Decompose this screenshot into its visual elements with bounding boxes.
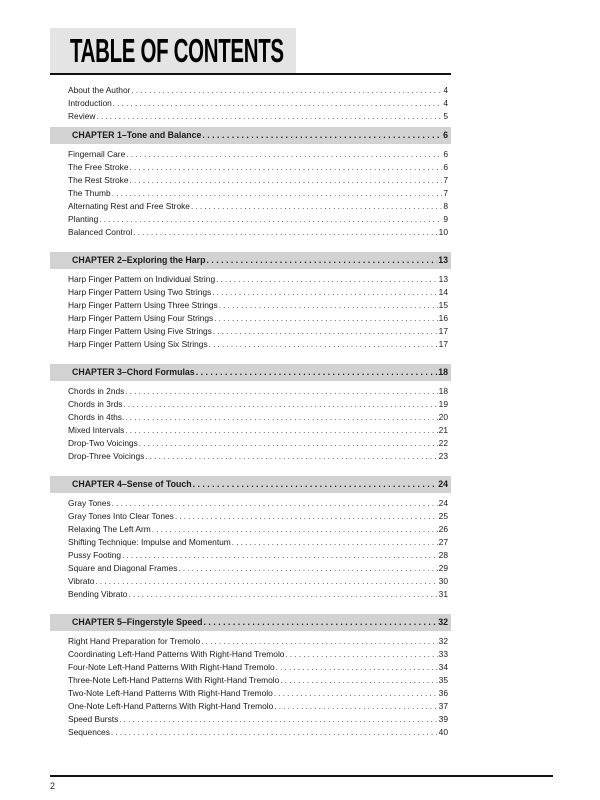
- entry-page: 25: [438, 511, 448, 521]
- entry-page: 21: [438, 425, 448, 435]
- entry-title: Introduction: [68, 98, 112, 108]
- dot-leader: [274, 700, 437, 713]
- dot-leader: [123, 398, 437, 411]
- entry-page: 37: [438, 701, 448, 711]
- dot-leader: [212, 286, 437, 299]
- title-divider: [50, 73, 451, 75]
- entry-title: The Rest Stroke: [68, 175, 129, 185]
- dot-leader: [125, 424, 437, 437]
- entry-page: 39: [438, 714, 448, 724]
- chapter-title: CHAPTER 2–Exploring the Harp: [72, 255, 206, 265]
- toc-entry[interactable]: [50, 286, 451, 299]
- dot-leader: [131, 84, 442, 97]
- dot-leader: [130, 161, 443, 174]
- entry-title: Shifting Technique: Impulse and Momentum: [68, 537, 231, 547]
- entry-page: 19: [438, 399, 448, 409]
- table-of-contents: [50, 84, 451, 739]
- page-number: 2: [50, 781, 56, 791]
- entry-title: Gray Tones Into Clear Tones: [68, 511, 174, 521]
- entry-page: 15: [438, 300, 448, 310]
- section-gap: [50, 601, 451, 610]
- dot-leader: [128, 588, 437, 601]
- entry-title: Review: [68, 111, 96, 121]
- toc-entry[interactable]: [50, 575, 451, 588]
- entry-title: Fingernail Care: [68, 149, 126, 159]
- chapter-title: CHAPTER 5–Fingerstyle Speed: [72, 617, 203, 627]
- dot-leader: [112, 187, 443, 200]
- chapter-heading[interactable]: [50, 364, 451, 381]
- chapters-list: [50, 127, 451, 739]
- dot-leader: [232, 536, 438, 549]
- entry-title: Pussy Footing: [68, 550, 122, 560]
- entry-page: 30: [438, 576, 448, 586]
- toc-entry[interactable]: [50, 148, 451, 161]
- toc-entry[interactable]: [50, 174, 451, 187]
- entry-page: 33: [438, 649, 448, 659]
- entry-page: 7: [443, 175, 448, 185]
- dot-leader: [276, 661, 438, 674]
- entry-title: Chords in 2nds: [68, 386, 125, 396]
- toc-entry[interactable]: [50, 437, 451, 450]
- entry-page: 8: [443, 201, 448, 211]
- dot-leader: [125, 411, 437, 424]
- dot-leader: [113, 97, 443, 110]
- chapter-heading[interactable]: [50, 614, 451, 631]
- entry-page: 4: [443, 98, 448, 108]
- dot-leader: [111, 726, 438, 739]
- entry-page: 32: [438, 636, 448, 646]
- entry-page: 31: [438, 589, 448, 599]
- toc-entry[interactable]: [50, 187, 451, 200]
- dot-leader: [99, 213, 442, 226]
- entry-page: 17: [438, 326, 448, 336]
- toc-entry[interactable]: [50, 497, 451, 510]
- dot-leader: [145, 450, 437, 463]
- entry-page: 4: [443, 85, 448, 95]
- toc-entry[interactable]: [50, 325, 451, 338]
- toc-entry[interactable]: [50, 200, 451, 213]
- entry-title: Mixed Intervals: [68, 425, 125, 435]
- entry-page: 5: [443, 111, 448, 121]
- toc-entry[interactable]: [50, 674, 451, 687]
- section-gap: [50, 351, 451, 360]
- dot-leader: [280, 674, 437, 687]
- dot-leader: [133, 226, 437, 239]
- toc-entry[interactable]: [50, 450, 451, 463]
- dot-leader: [213, 325, 438, 338]
- entry-title: Harp Finger Pattern Using Six Strings: [68, 339, 208, 349]
- toc-entry[interactable]: [50, 97, 451, 110]
- entry-page: 24: [438, 498, 448, 508]
- dot-leader: [96, 110, 442, 123]
- dot-leader: [214, 312, 437, 325]
- front-matter-list: [50, 84, 451, 123]
- dot-leader: [130, 174, 443, 187]
- entry-page: 14: [438, 287, 448, 297]
- dot-leader: [196, 364, 438, 381]
- entry-title: Alternating Rest and Free Stroke: [68, 201, 190, 211]
- entry-title: Right Hand Preparation for Tremolo: [68, 636, 201, 646]
- dot-leader: [139, 437, 438, 450]
- dot-leader: [206, 252, 437, 269]
- toc-entry[interactable]: [50, 398, 451, 411]
- section-gap: [50, 239, 451, 248]
- section-gap: [50, 463, 451, 472]
- chapter-title: CHAPTER 3–Chord Formulas: [72, 367, 195, 377]
- toc-entry[interactable]: [50, 588, 451, 601]
- dot-leader: [175, 510, 438, 523]
- dot-leader: [201, 635, 437, 648]
- dot-leader: [191, 200, 442, 213]
- entry-title: Balanced Control: [68, 227, 133, 237]
- dot-leader: [216, 273, 438, 286]
- chapter-heading[interactable]: [50, 476, 451, 493]
- entry-page: 34: [438, 662, 448, 672]
- dot-leader: [209, 338, 438, 351]
- dot-leader: [204, 614, 438, 631]
- toc-entry[interactable]: [50, 385, 451, 398]
- entry-title: Speed Bursts: [68, 714, 119, 724]
- toc-entry[interactable]: [50, 523, 451, 536]
- dot-leader: [178, 562, 437, 575]
- toc-entry[interactable]: [50, 713, 451, 726]
- entry-title: Planting: [68, 214, 99, 224]
- entry-page: 13: [438, 274, 448, 284]
- toc-entry[interactable]: [50, 661, 451, 674]
- entry-page: 36: [438, 688, 448, 698]
- entry-page: 6: [443, 162, 448, 172]
- entry-title: Vibrato: [68, 576, 95, 586]
- dot-leader: [152, 523, 438, 536]
- entry-page: 22: [438, 438, 448, 448]
- chapter-page: 24: [438, 479, 448, 489]
- toc-entry[interactable]: [50, 726, 451, 739]
- chapter-heading[interactable]: [50, 252, 451, 269]
- entry-title: Chords in 4ths.: [68, 412, 125, 422]
- dot-leader: [126, 148, 442, 161]
- entry-title: Harp Finger Pattern Using Four Strings: [68, 313, 214, 323]
- entry-page: 29: [438, 563, 448, 573]
- entry-title: Harp Finger Pattern Using Three Strings: [68, 300, 218, 310]
- entry-title: The Thumb: [68, 188, 111, 198]
- dot-leader: [202, 127, 442, 144]
- entry-title: The Free Stroke: [68, 162, 129, 172]
- entry-page: 16: [438, 313, 448, 323]
- entry-title: Square and Diagonal Frames: [68, 563, 178, 573]
- toc-entry[interactable]: [50, 536, 451, 549]
- chapter-page: 32: [438, 617, 448, 627]
- entry-page: 28: [438, 550, 448, 560]
- toc-entry[interactable]: [50, 411, 451, 424]
- entry-title: Chords in 3rds: [68, 399, 123, 409]
- entry-title: Drop-Two Voicings: [68, 438, 138, 448]
- entry-title: Harp Finger Pattern on Individual String: [68, 274, 216, 284]
- entry-page: 27: [438, 537, 448, 547]
- entry-page: 26: [438, 524, 448, 534]
- toc-entry[interactable]: [50, 84, 451, 97]
- chapter-title: CHAPTER 4–Sense of Touch: [72, 479, 192, 489]
- chapter-title: CHAPTER 1–Tone and Balance: [72, 130, 202, 140]
- entry-page: 20: [438, 412, 448, 422]
- entry-title: Harp Finger Pattern Using Two Strings: [68, 287, 212, 297]
- entry-page: 7: [443, 188, 448, 198]
- footer-divider: [50, 775, 553, 777]
- dot-leader: [112, 497, 438, 510]
- toc-entry[interactable]: [50, 424, 451, 437]
- dot-leader: [274, 687, 438, 700]
- entry-page: 35: [438, 675, 448, 685]
- entry-title: Drop-Three Voicings: [68, 451, 145, 461]
- entry-title: One-Note Left-Hand Patterns With Right-Hand Tremolo: [68, 701, 274, 711]
- dot-leader: [119, 713, 437, 726]
- dot-leader: [122, 549, 438, 562]
- toc-entry[interactable]: [50, 562, 451, 575]
- chapter-heading[interactable]: [50, 127, 451, 144]
- entry-page: 6: [443, 149, 448, 159]
- toc-entry[interactable]: [50, 161, 451, 174]
- entry-title: Gray Tones: [68, 498, 111, 508]
- toc-entry[interactable]: [50, 312, 451, 325]
- entry-title: About the Author: [68, 85, 131, 95]
- chapter-page: 6: [443, 130, 448, 140]
- dot-leader: [95, 575, 437, 588]
- entry-title: Three-Note Left-Hand Patterns With Right-Hand Tremolo: [68, 675, 280, 685]
- toc-entry[interactable]: [50, 700, 451, 713]
- chapter-page: 13: [438, 255, 448, 265]
- toc-entry[interactable]: [50, 635, 451, 648]
- toc-entry[interactable]: [50, 110, 451, 123]
- dot-leader: [125, 385, 437, 398]
- toc-entry[interactable]: [50, 687, 451, 700]
- entry-title: Harp Finger Pattern Using Five Strings: [68, 326, 212, 336]
- toc-entry[interactable]: [50, 338, 451, 351]
- entry-page: 10: [438, 227, 448, 237]
- entry-title: Coordinating Left-Hand Patterns With Right-Hand Tremolo: [68, 649, 285, 659]
- entry-page: 18: [438, 386, 448, 396]
- toc-entry[interactable]: [50, 213, 451, 226]
- dot-leader: [193, 476, 438, 493]
- entry-title: Bending Vibrato: [68, 589, 128, 599]
- toc-entry[interactable]: [50, 273, 451, 286]
- toc-entry[interactable]: [50, 549, 451, 562]
- chapter-page: 18: [438, 367, 448, 377]
- toc-entry[interactable]: [50, 510, 451, 523]
- dot-leader: [219, 299, 438, 312]
- toc-entry[interactable]: [50, 648, 451, 661]
- toc-entry[interactable]: [50, 299, 451, 312]
- entry-title: Four-Note Left-Hand Patterns With Right-Hand Tremolo: [68, 662, 275, 672]
- entry-page: 23: [438, 451, 448, 461]
- entry-page: 9: [443, 214, 448, 224]
- entry-title: Sequences: [68, 727, 110, 737]
- page-title: TABLE OF CONTENTS: [70, 32, 284, 69]
- entry-page: 17: [438, 339, 448, 349]
- entry-title: Relaxing The Left Arm: [68, 524, 151, 534]
- entry-title: Two-Note Left-Hand Patterns With Right-Hand Tremolo: [68, 688, 273, 698]
- toc-entry[interactable]: [50, 226, 451, 239]
- entry-page: 40: [438, 727, 448, 737]
- dot-leader: [285, 648, 437, 661]
